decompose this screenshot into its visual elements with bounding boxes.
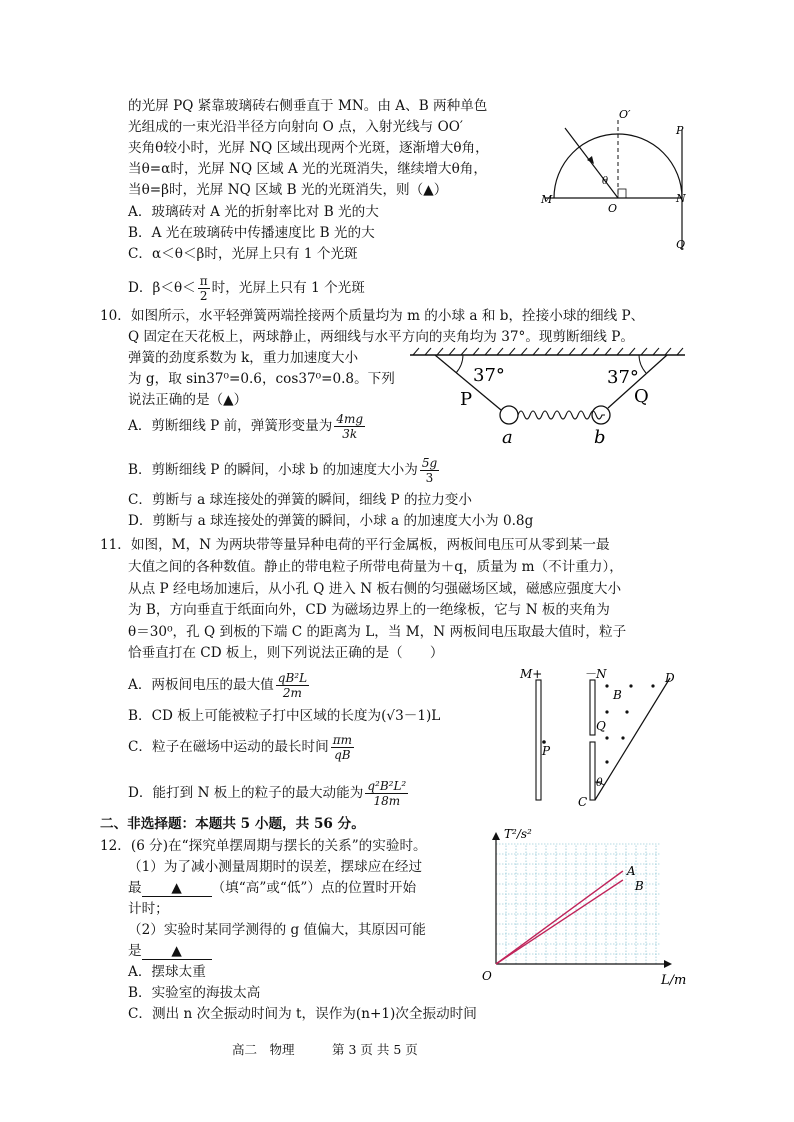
q11-option-c — [128, 728, 356, 766]
q11-label-p: P — [542, 744, 551, 758]
q11-line-4: 为 B，方向垂直于纸面向外，CD 为磁场边界上的一绝缘板，它与 N 板的夹角为 — [128, 602, 610, 618]
q12-series-label-b: B — [634, 879, 644, 893]
q12-chart-ylabel: T²/s² — [504, 827, 532, 841]
q12-chart-origin: O — [482, 969, 492, 983]
q11-option-c-fraction — [331, 733, 354, 762]
q9-label-theta: θ — [602, 176, 609, 187]
q12-line-6 — [128, 941, 212, 961]
q9-label-o-prime: O′ — [619, 108, 631, 121]
q12-option-a: A．摆球太重 — [128, 964, 206, 980]
q10-option-a-den: 3k — [342, 427, 358, 441]
q11-label-m: M+ — [520, 667, 543, 681]
q9-stem-line-4: 当θ=α时，光屏 NQ 区域 A 光的光斑消失，继续增大θ角， — [128, 161, 487, 177]
q11-option-a-fraction — [276, 671, 309, 700]
q9-option-d-pre: D．β＜θ＜ — [128, 280, 196, 296]
q9-label-m: M — [541, 193, 553, 206]
q9-option-a: A．玻璃砖对 A 光的折射率比对 B 光的大 — [128, 204, 379, 220]
q10-line-4: 为 g，取 sin37⁰=0.6，cos37⁰=0.8。下列 — [128, 371, 395, 387]
q10-label-q: Q — [634, 386, 649, 407]
q11-line-5: θ＝30⁰，孔 Q 到板的下端 C 的距离为 L，当 M，N 两板间电压取最大值时，粒子 — [128, 624, 627, 640]
q11-option-b: B．CD 板上可能被粒子打中区域的长度为(√3－1)L — [128, 708, 441, 724]
q9-stem-line-1: 的光屏 PQ 紧靠玻璃砖右侧垂直于 MN。由 A、B 两种单色 — [128, 98, 488, 114]
q12-chart-y-arrow — [492, 832, 500, 840]
q11-option-a-den: 2m — [282, 686, 302, 700]
q10-option-b-den: 3 — [425, 471, 434, 485]
q11-option-d — [128, 774, 410, 812]
q9-option-d-fraction — [198, 274, 210, 303]
q10-option-a-num: 4mg — [336, 412, 364, 426]
q11-label-q: Q — [596, 719, 606, 733]
q10-option-b-pre: B．剪断细线 P 的瞬间，小球 b 的加速度大小为 — [128, 462, 418, 478]
q11-label-theta: θ — [596, 776, 603, 789]
q10-line-2: Q 固定在天花板上，两球静止，两细线与水平方向的夹角均为 37°。现剪断细线 P。 — [128, 329, 634, 345]
q11-option-c-num: πm — [332, 733, 352, 747]
q10-angle-arc-left — [456, 355, 463, 373]
q10-option-a — [128, 408, 367, 444]
q12-line-1: 12．(6 分)在“探究单摆周期与摆长的关系”的实验时。 — [100, 838, 427, 854]
q11-label-n: －N — [584, 667, 607, 681]
q11-label-c: C — [578, 795, 588, 809]
q10-figure — [405, 345, 690, 450]
q9-label-p: P — [676, 124, 684, 137]
q10-label-37-left: 37° — [473, 365, 505, 386]
q11-option-c-pre: C．粒子在磁场中运动的最长时间 — [128, 739, 329, 755]
q12-series-line-b — [496, 880, 623, 964]
q10-line-3: 弹簧的劲度系数为 k，重力加速度大小 — [128, 350, 359, 366]
q9-incident-ray — [565, 128, 618, 198]
q12-chart-x-arrow — [664, 960, 672, 968]
q10-ceiling-hatch — [413, 348, 683, 355]
q9-label-o: O — [608, 202, 618, 215]
q9-ray-arrow — [587, 156, 594, 164]
q11-line-1: 11．如图，M，N 为两块带等量异种电荷的平行金属板，两板间电压可从零到某一最 — [100, 537, 610, 553]
q10-ball-a — [500, 406, 518, 424]
q9-option-d-den: 2 — [199, 289, 208, 303]
q9-stem-line-2: 光组成的一束光沿半径方向射向 O 点，入射光线与 OO′ — [128, 119, 463, 135]
q11-label-b: B — [613, 688, 622, 702]
q11-plate-n-upper — [590, 680, 595, 735]
q9-label-q: Q — [676, 238, 686, 251]
q12-line-6-pre: 是 — [128, 943, 142, 959]
q12-line-3 — [128, 878, 416, 898]
q12-series-label-a: A — [626, 864, 636, 878]
q12-line-2: （1）为了减小测量周期时的误差，摆球应在经过 — [128, 859, 423, 875]
section-2-heading: 二、非选择题：本题共 5 小题，共 56 分。 — [100, 816, 365, 832]
q10-label-b: b — [594, 427, 606, 448]
q12-series-line-a — [496, 871, 623, 964]
q12-line-5: （2）实验时某同学测得的 g 值偏大，其原因可能 — [128, 922, 426, 938]
q12-line-3-pre: 最 — [128, 880, 142, 896]
q10-angle-arc-right — [639, 355, 646, 373]
q11-line-2: 大值之间的各种数值。静止的带电粒子所带电荷量为＋q，质量为 m（不计重力）， — [128, 559, 623, 575]
q9-option-d-num: π — [199, 274, 208, 288]
q10-line-5: 说法正确的是（▲） — [128, 392, 248, 408]
q11-label-d: D — [665, 671, 675, 685]
page-footer: 高二 物理 第 3 页 共 5 页 — [232, 1042, 418, 1057]
q9-label-n: N — [676, 192, 686, 205]
q12-blank-1[interactable]: ▲ — [142, 880, 212, 897]
q11-figure — [515, 662, 695, 810]
q10-label-a: a — [502, 427, 513, 448]
q9-stem-line-3: 夹角θ较小时，光屏 NQ 区域出现两个光斑，逐渐增大θ角， — [128, 140, 489, 156]
q10-option-b — [128, 452, 441, 488]
q11-option-a — [128, 666, 311, 704]
q10-option-b-num: 5g — [421, 456, 438, 470]
q9-stem-line-5: 当θ=β时，光屏 NQ 区域 B 光的光斑消失，则（▲） — [128, 182, 448, 198]
q10-line-1: 10．如图所示，水平轻弹簧两端拴接两个质量均为 m 的小球 a 和 b，拴接小球的细线 P、 — [100, 308, 645, 324]
q10-option-a-pre: A．剪断细线 P 前，弹簧形变量为 — [128, 418, 333, 434]
q11-option-a-pre: A．两板间电压的最大值 — [128, 677, 274, 693]
q12-line-3-post: （填“高”或“低”）点的位置时开始 — [211, 880, 417, 896]
q10-label-37-right: 37° — [607, 367, 639, 388]
q12-chart — [478, 822, 698, 990]
q11-option-d-fraction — [365, 779, 408, 808]
q10-option-c: C．剪断与 a 球连接处的弹簧的瞬间，细线 P 的拉力变小 — [128, 492, 472, 508]
q9-figure — [535, 100, 700, 260]
q11-option-d-pre: D．能打到 N 板上的粒子的最大动能为 — [128, 785, 364, 801]
q10-ball-b — [592, 406, 610, 424]
q11-plate-m — [536, 680, 541, 800]
q11-line-3: 从点 P 经电场加速后，从小孔 Q 进入 N 板右侧的匀强磁场区域，磁感应强度大小 — [128, 581, 622, 597]
q12-blank-2[interactable]: ▲ — [142, 943, 212, 960]
q12-line-4: 计时； — [128, 901, 169, 917]
q11-line-6: 恰垂直打在 CD 板上，则下列说法正确的是（ ） — [128, 645, 444, 661]
q9-right-angle-mark — [618, 189, 626, 198]
q10-option-b-fraction — [420, 456, 439, 485]
q9-option-c: C．α＜θ＜β时，光屏上只有 1 个光斑 — [128, 246, 358, 262]
q11-option-c-den: qB — [334, 748, 351, 762]
q12-option-c: C．测出 n 次全振动时间为 t，误作为(n+1)次全振动时间 — [128, 1006, 477, 1022]
q11-option-a-num: qB²L — [277, 671, 308, 685]
q12-option-b: B．实验室的海拔太高 — [128, 985, 261, 1001]
q11-option-d-num: q²B²L² — [367, 779, 407, 793]
q9-option-d-post: 时，光屏上只有 1 个光斑 — [211, 280, 365, 296]
q11-option-d-den: 18m — [373, 794, 401, 808]
q12-chart-xlabel: L/m — [661, 973, 687, 988]
q10-option-a-fraction — [334, 412, 365, 441]
q10-option-d: D．剪断与 a 球连接处的弹簧的瞬间，小球 a 的加速度大小为 0.8g — [128, 513, 534, 529]
q9-option-d — [128, 270, 365, 306]
q9-option-b: B．A 光在玻璃砖中传播速度比 B 光的大 — [128, 225, 375, 241]
q10-label-p: P — [460, 389, 473, 410]
q11-plate-n-lower — [590, 742, 595, 800]
